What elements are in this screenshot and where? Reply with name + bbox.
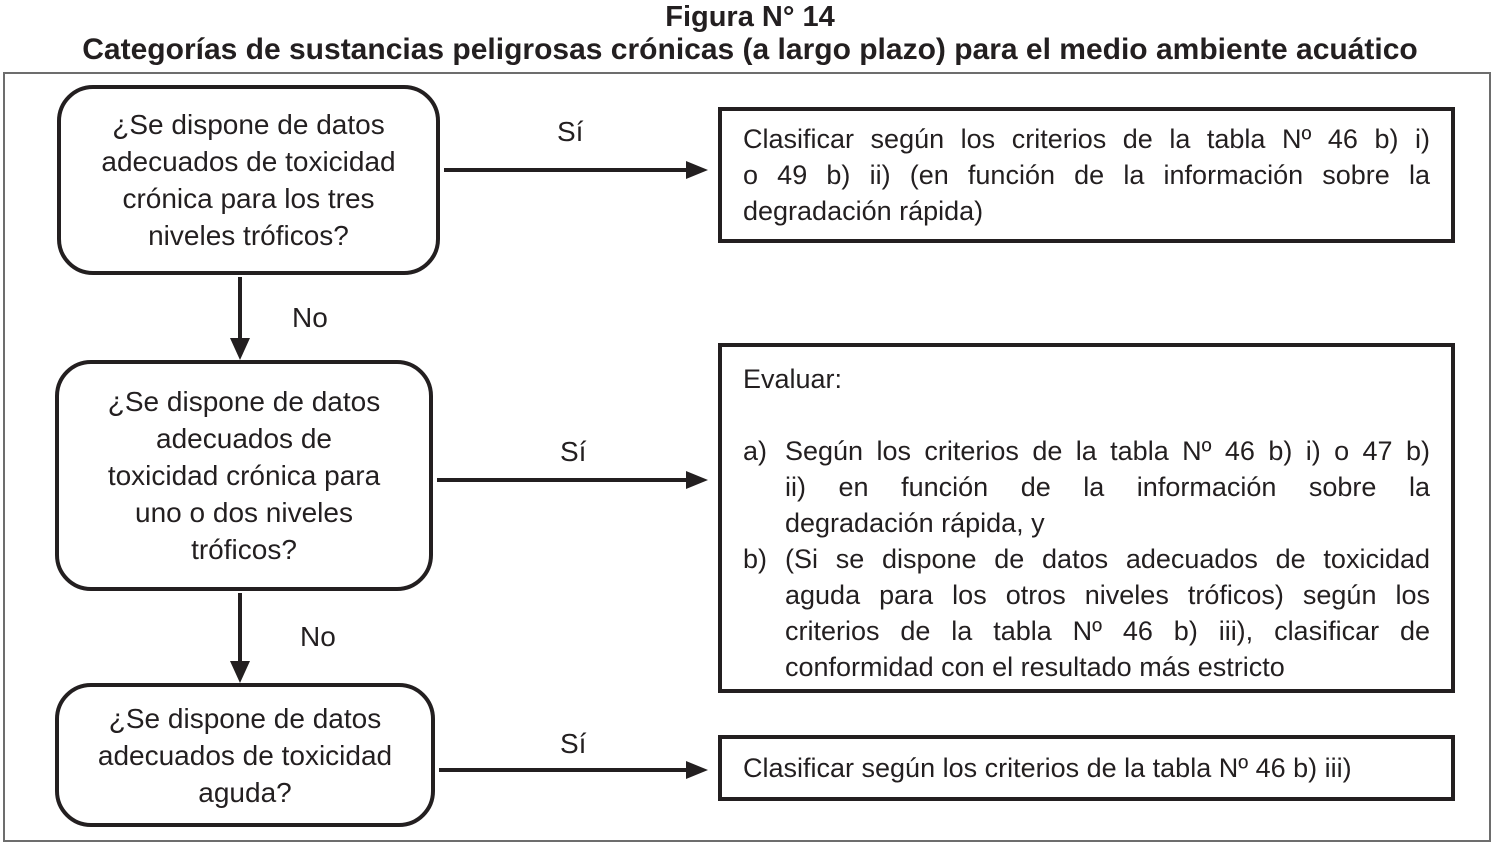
- item-marker: a): [743, 436, 768, 466]
- result-line: o 49 b) ii) (en función de la información sobre la: [743, 160, 1430, 190]
- question-line: niveles tróficos?: [148, 220, 349, 251]
- arrow-shaft: [238, 593, 242, 667]
- arrow-head: [686, 761, 708, 779]
- arrow-shaft: [437, 478, 692, 482]
- yes-label-3: Sí: [560, 728, 587, 759]
- arrow-no-2-icon: [230, 593, 250, 683]
- figure-number: Figura N° 14: [665, 1, 835, 33]
- question-box-chronic-one-two-levels: [55, 360, 433, 591]
- question-line: aguda?: [198, 776, 292, 808]
- result-line: degradación rápida, y: [785, 508, 1045, 538]
- evaluate-heading: Evaluar:: [743, 364, 843, 394]
- arrow-head: [686, 161, 708, 179]
- result-line: Según los criterios de la tabla Nº 46 b) i) o 47 b): [785, 436, 1430, 466]
- arrow-head: [686, 471, 708, 489]
- figure-title: Categorías de sustancias peligrosas crónicas (a largo plazo) para el medio ambiente acuático: [82, 33, 1418, 66]
- yes-label-2: Sí: [560, 436, 587, 467]
- result-box-classify-46bi-49bii: [718, 107, 1455, 243]
- arrow-shaft: [439, 768, 692, 772]
- result-line: aguda para los otros niveles tróficos) según los: [785, 580, 1430, 610]
- question-box-chronic-three-levels: [57, 85, 440, 275]
- result-line: ii) en función de la información sobre la: [785, 472, 1430, 502]
- result-line: (Si se dispone de datos adecuados de toxicidad: [785, 544, 1430, 574]
- arrow-yes-1-icon: [444, 161, 708, 179]
- item-text: [785, 433, 1430, 541]
- question-box-acute-data: [55, 683, 435, 827]
- arrow-head: [230, 661, 250, 683]
- question-line: adecuados de: [156, 423, 332, 454]
- arrow-yes-3-icon: [439, 761, 708, 779]
- arrow-shaft: [444, 168, 692, 172]
- spacer: [743, 397, 1430, 433]
- evaluate-item-b: [743, 541, 1430, 685]
- arrow-head: [230, 338, 250, 360]
- question-line: uno o dos niveles: [135, 497, 353, 528]
- yes-label-1: Sí: [557, 116, 584, 147]
- arrow-shaft: [238, 277, 242, 344]
- question-line: adecuados de toxicidad: [101, 146, 396, 177]
- arrow-yes-2-icon: [437, 471, 708, 489]
- item-marker: b): [743, 544, 768, 574]
- result-line: Clasificar según los criterios de la tabla Nº 46 b) i): [743, 124, 1430, 154]
- result-line: degradación rápida): [743, 196, 984, 226]
- question-line: tróficos?: [191, 534, 297, 565]
- result-line: Clasificar según los criterios de la tabla Nº 46 b) iii): [743, 753, 1352, 783]
- no-label-1: No: [292, 302, 328, 333]
- question-line: crónica para los tres: [122, 183, 375, 214]
- evaluate-item-a: [743, 433, 1430, 541]
- question-line: ¿Se dispone de datos: [112, 109, 385, 140]
- result-box-classify-46biii: [718, 735, 1455, 801]
- question-line: adecuados de toxicidad: [97, 739, 393, 771]
- result-line: conformidad con el resultado más estricto: [785, 652, 1285, 682]
- no-label-2: No: [300, 621, 336, 652]
- arrow-no-1-icon: [230, 277, 250, 360]
- result-line: criterios de la tabla Nº 46 b) iii), clasificar de: [785, 616, 1430, 646]
- result-box-evaluate: [718, 343, 1455, 693]
- item-text: [785, 541, 1430, 685]
- question-line: toxicidad crónica para: [107, 460, 381, 491]
- question-line: ¿Se dispone de datos: [108, 702, 382, 734]
- question-line: ¿Se dispone de datos: [107, 386, 381, 417]
